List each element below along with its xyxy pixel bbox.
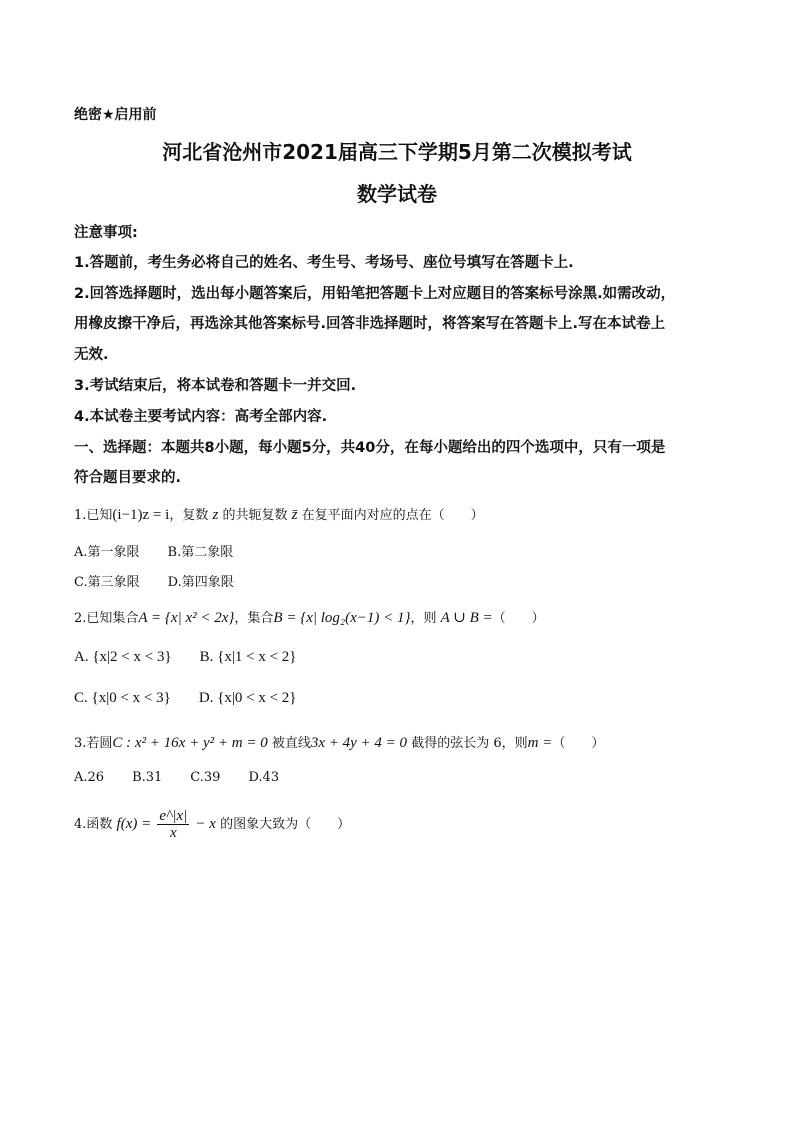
question-1-text-a: ，复数 [169,508,209,523]
question-3-option-a: A.26 [74,770,105,785]
question-3-text-a: 被直线 [271,736,311,751]
question-1-var-z: z [212,507,219,523]
question-2-option-b: B. {x|1 < x < 2} [199,649,297,665]
notice-heading: 注意事项: [74,225,138,241]
notice-item-4: 4.本试卷主要考试内容：高考全部内容. [74,409,328,425]
question-3-circle: C : x² + 16x + y² + m = 0 [112,735,268,751]
question-2-option-d: D. {x|0 < x < 2} [198,690,297,706]
question-1-option-d: D.第四象限 [167,575,234,590]
question-4-function: f(x) = [116,816,152,832]
question-2-options-row-1 [74,649,296,666]
notice-item-2-line-3: 无效. [74,347,109,363]
question-1-var-zbar: z̄ [291,507,298,523]
question-3-text-b: 截得的弦长为 6，则 [411,736,528,751]
question-2-set-a: A = {x| x² < 2x} [138,610,235,626]
question-2-expression: A ∪ B = [440,610,493,626]
question-1-text-b: 的共轭复数 [222,508,288,523]
question-4 [74,808,350,841]
question-2 [74,607,545,627]
question-4-denominator: x [169,825,177,841]
question-3-option-c: C.39 [190,770,221,785]
question-3-option-b: B.31 [132,770,163,785]
section-1-heading-line-2: 符合题目要求的. [74,470,182,486]
question-2-options-row-2 [74,690,296,707]
question-2-text-c: （ ） [492,611,545,626]
question-4-text: 的图象大致为（ ） [220,817,351,832]
question-4-numerator: e^|x| [159,808,188,824]
question-1-option-c: C.第三象限 [74,575,140,590]
question-2-option-c: C. {x|0 < x < 3} [74,690,171,706]
section-1-heading-line-1: 一、选择题：本题共8小题，每小题5分，共40分，在每小题给出的四个选项中，只有一项是 [74,440,666,456]
question-1-text-c: 在复平面内对应的点在（ ） [301,508,484,523]
secret-mark: 绝密★启用前 [74,107,157,123]
question-3-options [74,770,279,785]
question-2-prefix: 2.已知集合 [74,611,139,626]
question-3-var-m: m = [527,735,553,751]
question-2-text-b: ，则 [410,611,437,626]
question-1-options-row-1 [74,541,233,560]
notice-item-2-line-1: 2.回答选择题时，选出每小题答案后，用铅笔把答题卡上对应题目的答案标号涂黑.如需改动， [74,286,676,302]
exam-subtitle: 数学试卷 [357,182,437,206]
notice-item-3: 3.考试结束后，将本试卷和答题卡一并交回. [74,378,357,394]
question-3 [74,732,604,752]
question-1 [74,504,484,524]
question-3-option-d: D.43 [248,770,280,785]
question-4-fraction [157,808,189,841]
question-4-prefix: 4.函数 [74,817,113,832]
question-4-tail: − x [195,816,216,832]
question-2-set-b: B = {x| log₂(x−1) < 1} [273,610,411,626]
question-3-text-c: （ ） [552,736,605,751]
question-3-line: 3x + 4y + 4 = 0 [310,735,408,751]
question-1-options-row-2 [74,571,234,590]
question-2-option-a: A. {x|2 < x < 3} [74,649,172,665]
notice-item-2-line-2: 用橡皮擦干净后，再选涂其他答案标号.回答非选择题时，将答案写在答题卡上.写在本试卷上 [74,316,666,332]
question-1-option-b: B.第二象限 [167,545,234,560]
question-1-prefix: 1.已知 [74,508,113,523]
notice-item-1: 1.答题前，考生务必将自己的姓名、考生号、考场号、座位号填写在答题卡上. [74,255,574,271]
question-1-equation: (i−1)z = i [112,507,170,523]
question-3-prefix: 3.若圆 [74,736,113,751]
question-2-text-a: ，集合 [234,611,274,626]
question-1-option-a: A.第一象限 [74,545,140,560]
exam-title: 河北省沧州市2021届高三下学期5月第二次模拟考试 [162,140,632,164]
